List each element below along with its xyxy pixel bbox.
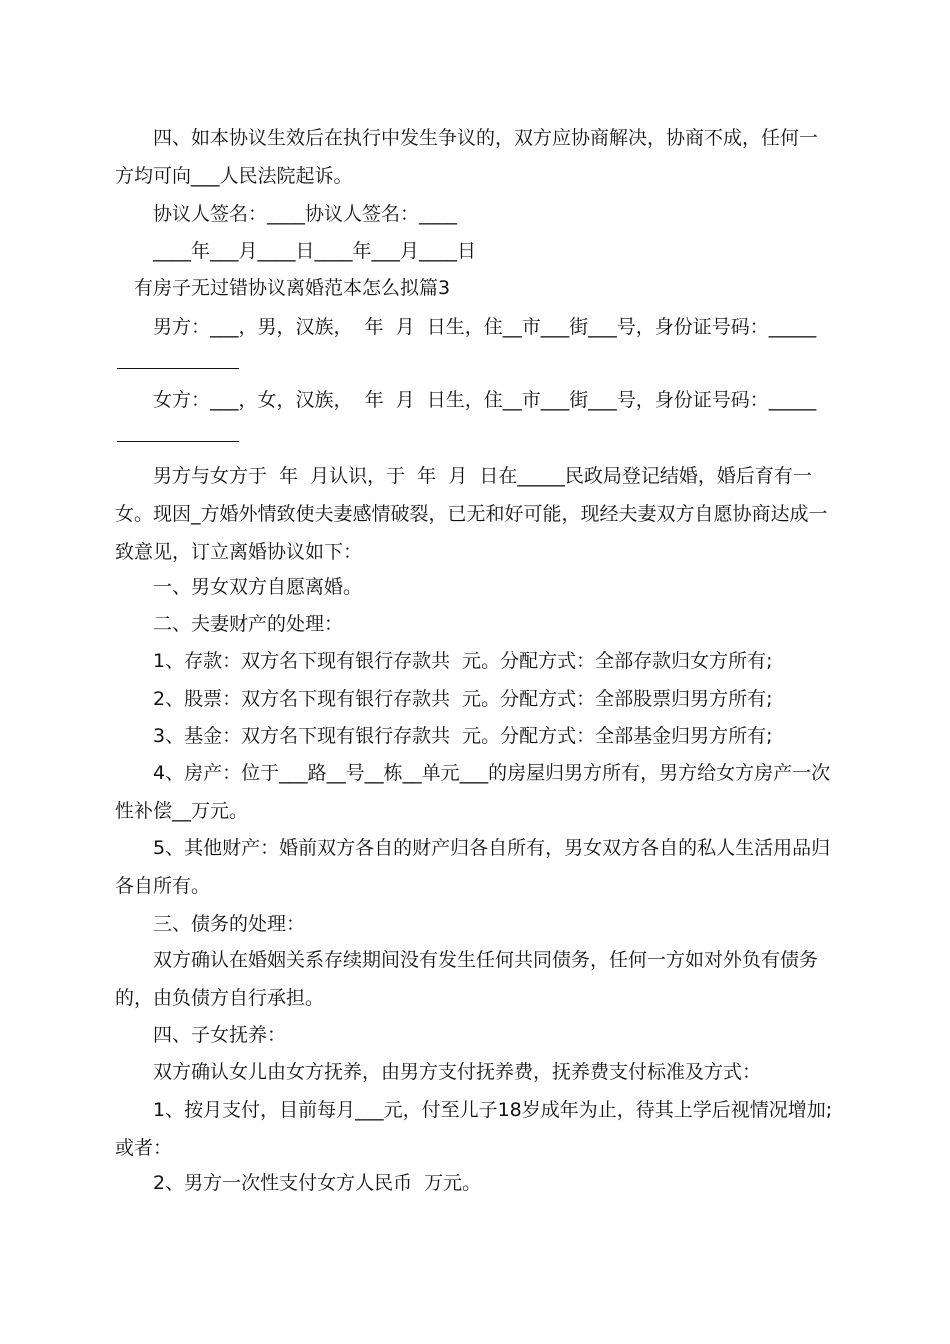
paragraph-dates: ____年___月____日____年___月____日 xyxy=(115,240,477,262)
male-id-underline xyxy=(117,368,239,369)
section-title: 有房子无过错协议离婚范本怎么拟篇3 xyxy=(134,277,451,299)
paragraph-article-2: 二、夫妻财产的处理： xyxy=(115,613,344,635)
paragraph-article-4-lump-sum: 2、男方一次性支付女方人民币 万元。 xyxy=(115,1172,482,1194)
paragraph-article-4-body: 双方确认女儿由女方抚养，由男方支付抚养费，抚养费支付标准及方式： xyxy=(115,1061,762,1083)
paragraph-article-2-funds: 3、基金：双方名下现有银行存款共 元。分配方式：全部基金归男方所有; xyxy=(115,725,773,747)
paragraph-article-2-property: 4、房产：位于___路__号__栋__单元___的房屋归男方所有，男方给女方房产一次性补偿__万元。 xyxy=(115,762,831,822)
paragraph-introduction: 男方与女方于 年 月认识，于 年 月 日在_____民政局登记结婚，婚后育有一女。现因_方婚外情致使夫妻感情破裂，已无和好可能，现经夫妻双方自愿协商达成一致意见，订立离婚协议如下： xyxy=(115,465,828,563)
paragraph-article-2-other: 5、其他财产：婚前双方各自的财产归各自所有，男女双方各自的私人生活用品归各自所有。 xyxy=(115,837,831,897)
female-id-underline xyxy=(117,441,239,442)
paragraph-article-2-deposits: 1、存款：双方名下现有银行存款共 元。分配方式：全部存款归女方所有; xyxy=(115,650,773,672)
paragraph-male-party: 男方：___，男，汉族， 年 月 日生，住__市___街___号，身份证号码：_____ xyxy=(115,316,817,338)
paragraph-signatures: 协议人签名：____协议人签名：____ xyxy=(115,203,458,225)
paragraph-female-party: 女方：___，女，汉族， 年 月 日生，住__市___街___号，身份证号码：_____ xyxy=(115,389,817,411)
paragraph-article-3: 三、债务的处理： xyxy=(115,913,306,935)
paragraph-article-3-body: 双方确认在婚姻关系存续期间没有发生任何共同债务，任何一方如对外负有债务的，由负债方自行承担。 xyxy=(115,949,819,1009)
paragraph-article-4: 四、子女抚养： xyxy=(115,1024,287,1046)
paragraph-article-4-monthly: 1、按月支付，目前每月___元，付至儿子18岁成年为止，待其上学后视情况增加;或者： xyxy=(115,1099,833,1159)
paragraph-article-1: 一、男女双方自愿离婚。 xyxy=(115,576,363,598)
paragraph-article-2-stocks: 2、股票：双方名下现有银行存款共 元。分配方式：全部股票归男方所有; xyxy=(115,688,773,710)
paragraph-article-4-dispute: 四、如本协议生效后在执行中发生争议的，双方应协商解决，协商不成，任何一方均可向___人民法院起诉。 xyxy=(115,127,819,187)
